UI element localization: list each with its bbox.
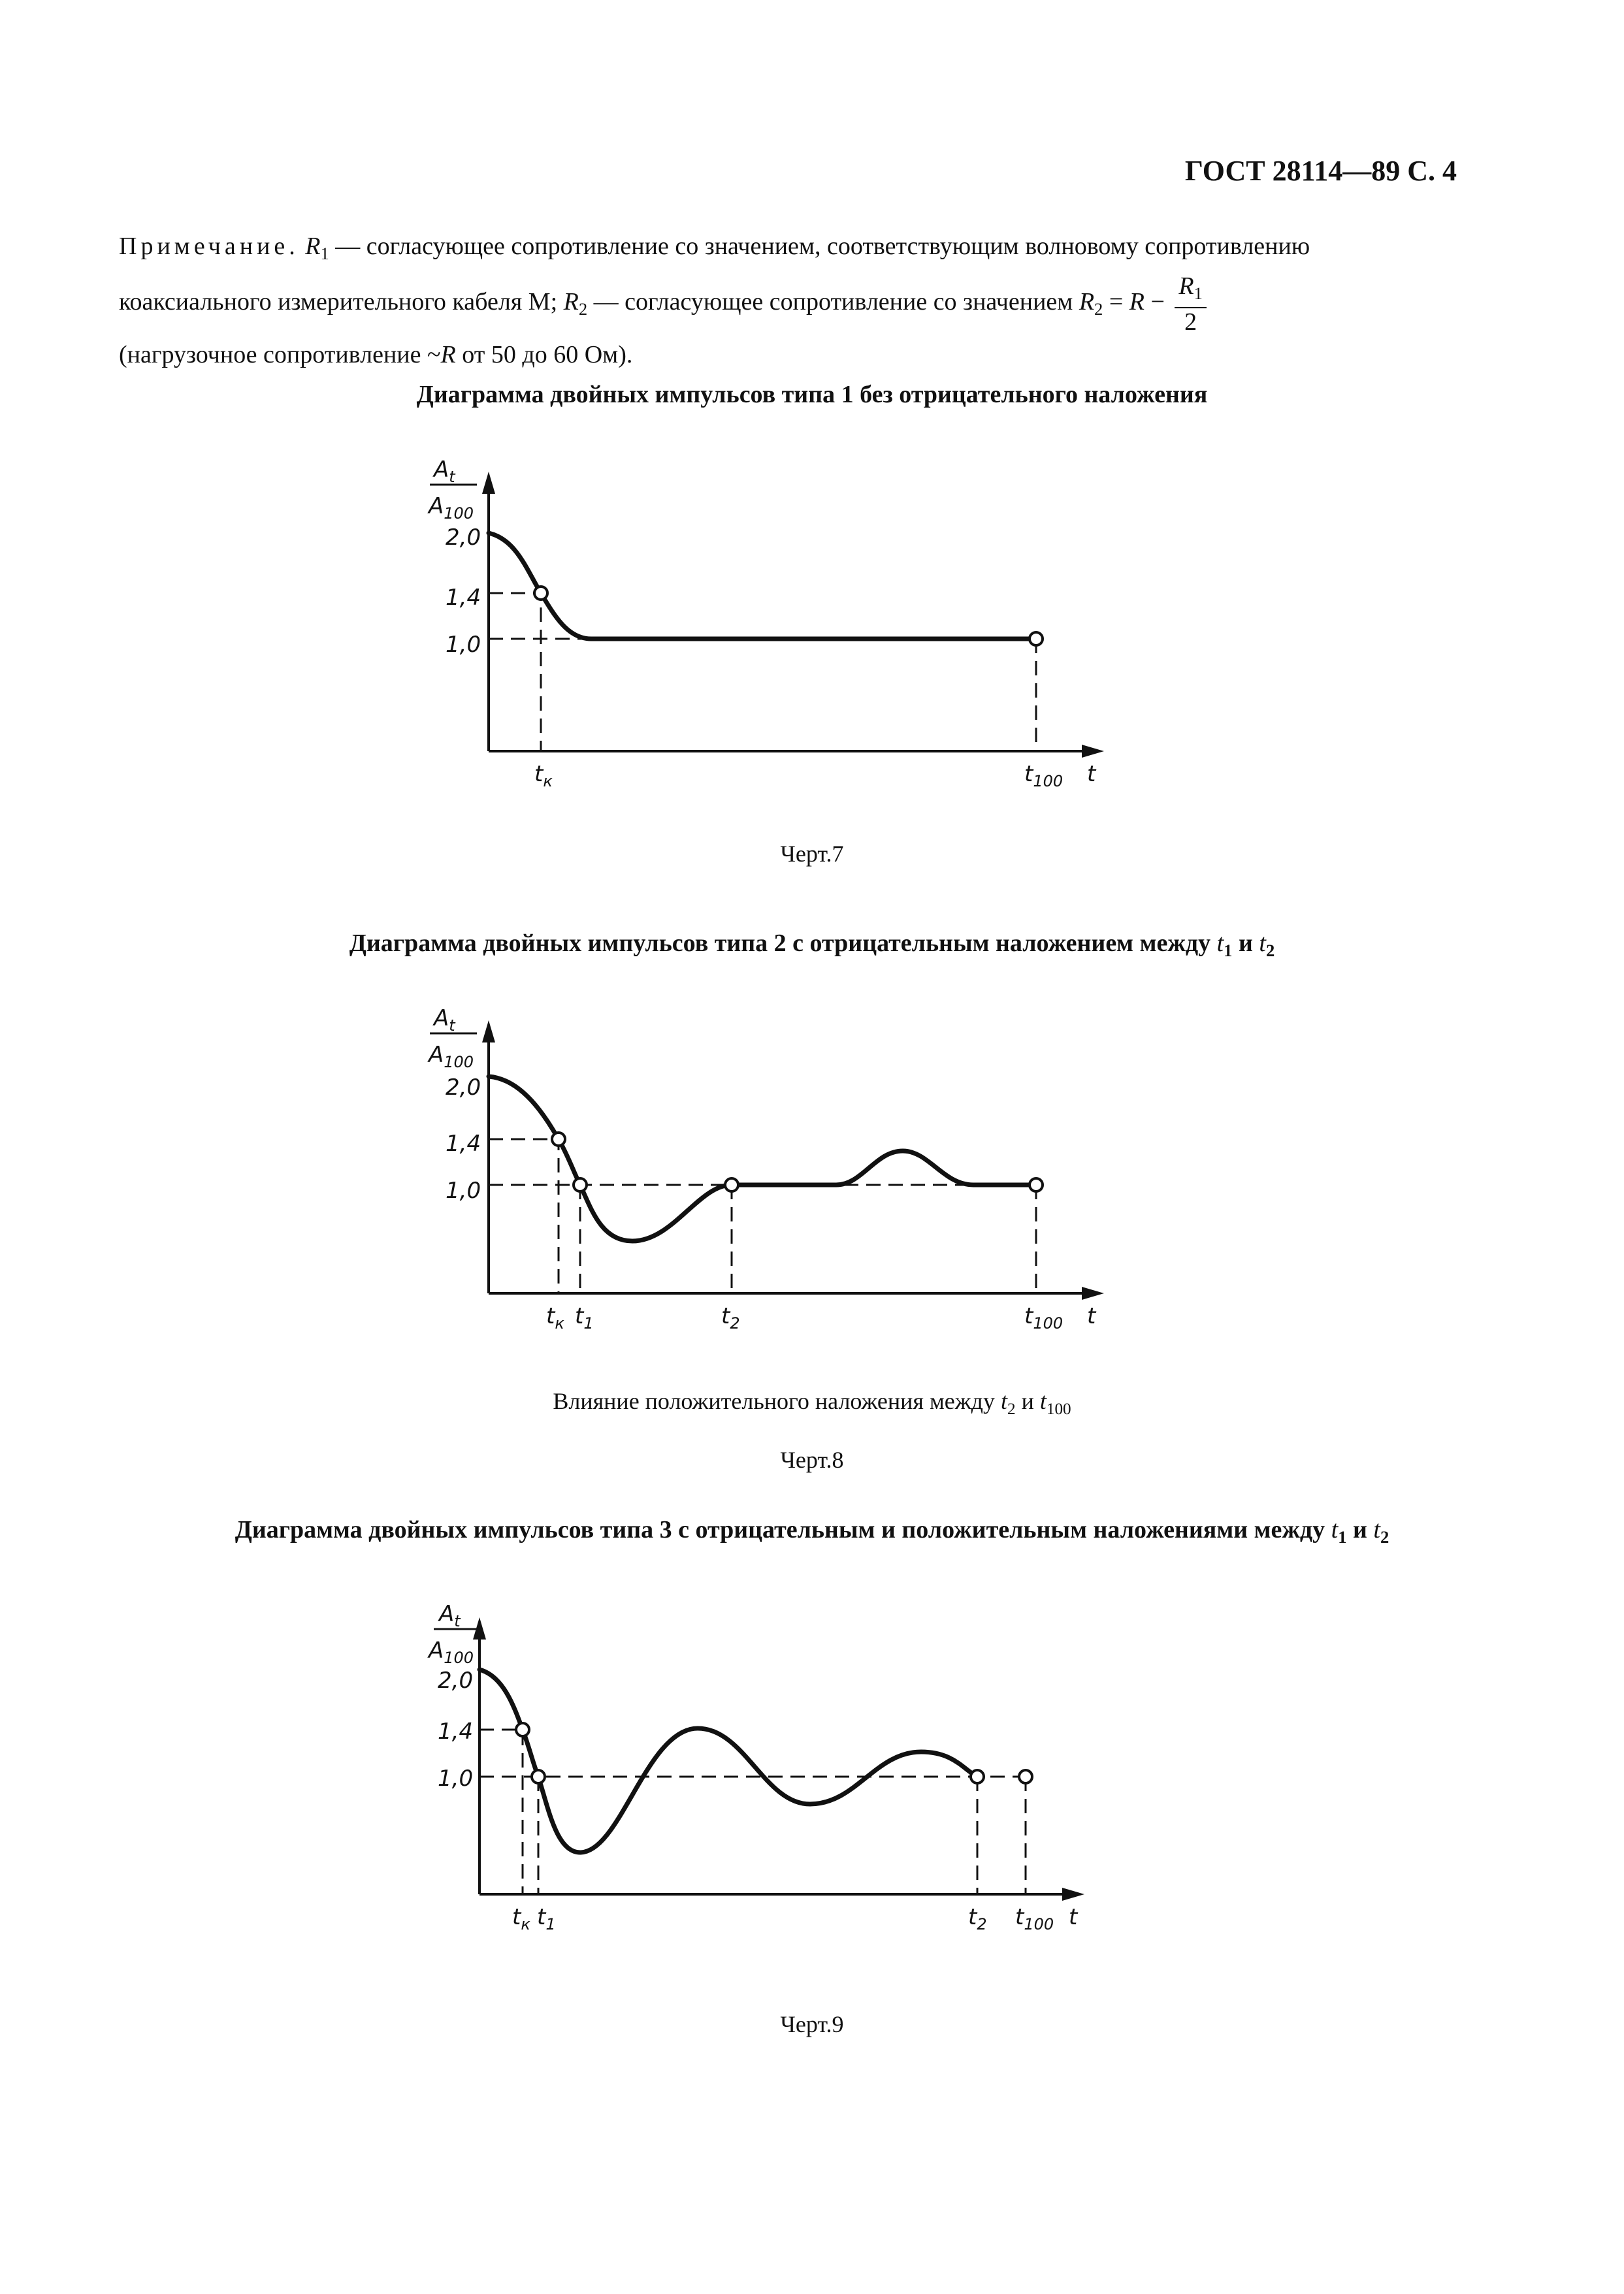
fig9-ytick-20: 2,0 [438, 1668, 474, 1694]
fig8-title-main: Диаграмма двойных импульсов типа 2 с отрицательным наложением между [349, 929, 1217, 957]
fig9-title-t1: t [1331, 1516, 1339, 1543]
fig7-xlabel-t: t [1087, 761, 1096, 787]
note-part2: — согласующее сопротивление со значением [587, 288, 1079, 316]
note-lead: Примечание. [119, 233, 299, 260]
fig9-ylabel [427, 1601, 477, 1667]
fig8-subcaption-t2-sub: 2 [1007, 1400, 1016, 1418]
fig8-title-and: и [1232, 929, 1259, 957]
fig9-x-arrow [1062, 1888, 1084, 1901]
fig7-title: Диаграмма двойных импульсов типа 1 без отрицательного наложения [416, 381, 1208, 408]
fig9-title-t2-sub: 2 [1380, 1527, 1389, 1547]
note-part3: (нагрузочное сопротивление ~ [119, 341, 441, 368]
fig8-xtick-tk: $t_к$ [546, 1303, 564, 1333]
note-r2: R [563, 288, 579, 316]
fig9-point-t1 [532, 1770, 545, 1783]
fig7-ytick-20: 2,0 [446, 525, 481, 551]
fig8-ytick-20: 2,0 [446, 1074, 481, 1101]
fig8-ylabel-num: $A_t$ [434, 1005, 455, 1035]
document-header: ГОСТ 28114—89 С. 4 [1184, 155, 1457, 187]
fig9-xtick-t2: $t_2$ [968, 1904, 987, 1933]
fig9-title-and: и [1346, 1516, 1374, 1543]
fig9-ylabel-num: $A_t$ [439, 1601, 461, 1630]
fig9-ytick-10: 1,0 [438, 1766, 474, 1792]
note-eq-minus: − [1144, 288, 1171, 316]
fig7-xtick-tk: $t_к$ [534, 761, 553, 790]
note-part3-r: R [440, 341, 456, 368]
fig9-caption: Черт.9 [780, 2011, 844, 2037]
fig8-title-t1-sub: 1 [1224, 941, 1233, 960]
fig8-xtick-t1: $t_1$ [575, 1303, 594, 1333]
fig8-xtick-t2: $t_2$ [721, 1303, 740, 1333]
fig8-subcaption-and: и [1015, 1388, 1040, 1414]
fig9-dash-tk [479, 1730, 523, 1894]
fig8-subcaption-t100-sub: 100 [1046, 1400, 1071, 1418]
note-r2-sub: 2 [578, 299, 588, 319]
note-frac-den: 2 [1184, 308, 1197, 336]
note-frac-num-sub: 1 [1194, 283, 1203, 303]
fig9-title-main: Диаграмма двойных импульсов типа 3 с отрицательным и положительным наложениями между [235, 1516, 1331, 1543]
fig7-xtick-t100: $t_{100}$ [1024, 761, 1064, 790]
fig8-title-t2-sub: 2 [1265, 941, 1275, 960]
fig7-ytick-14: 1,4 [446, 585, 481, 611]
note-eq-left: R [1079, 288, 1095, 316]
fig9-xtick-t100: $t_{100}$ [1015, 1904, 1054, 1933]
note-eq-r: R [1129, 288, 1145, 316]
note-part1: — согласующее сопротивление со значением, соответствующим волновому сопротивлению коаксиального измерительного кабеля М; [119, 233, 1310, 316]
fig9-ytick-14: 1,4 [438, 1719, 474, 1745]
fig8-ytick-10: 1,0 [446, 1178, 481, 1204]
fig9-curve [479, 1670, 977, 1852]
fig9-point-t2 [971, 1770, 984, 1783]
fig9-xtick-tk: $t_к$ [512, 1904, 530, 1933]
fig8-title-t1: t [1216, 929, 1224, 957]
note-r1: R [305, 233, 321, 260]
fig7-ytick-10: 1,0 [446, 632, 481, 658]
fig8-subcaption-t100: t [1039, 1388, 1047, 1414]
fig9-point-tk [516, 1723, 529, 1736]
fig8-ylabel-den: $A_{100}$ [429, 1042, 474, 1071]
fig9-ylabel-den: $A_{100}$ [429, 1638, 474, 1667]
fig9-point-t100 [1019, 1770, 1032, 1783]
note-eq-left-sub: 2 [1094, 299, 1103, 319]
note-r1-sub: 1 [320, 244, 329, 263]
fig8-xtick-t100: $t_{100}$ [1024, 1303, 1064, 1333]
note-part3-end: от 50 до 60 Ом). [455, 341, 633, 368]
fig8-ytick-14: 1,4 [446, 1131, 481, 1157]
note-eq-mid: = [1103, 288, 1129, 316]
fig7-ylabel-den: $A_{100}$ [429, 493, 474, 523]
fig8-caption: Черт.8 [780, 1447, 844, 1473]
fig9-xlabel-t: t [1069, 1904, 1078, 1930]
fig8-title-t2: t [1259, 929, 1266, 957]
fig7-ylabel-num: $A_t$ [434, 457, 455, 486]
fig7-caption: Черт.7 [780, 841, 844, 867]
fig9-title-t2: t [1373, 1516, 1380, 1543]
fig8-subcaption-t2: t [1000, 1388, 1007, 1414]
fig9-title-t1-sub: 1 [1338, 1527, 1347, 1547]
fig8-xlabel-t: t [1087, 1303, 1096, 1329]
fig8-subcaption-main: Влияние положительного наложения между [553, 1388, 1001, 1414]
note-frac-num-r: R [1178, 272, 1194, 300]
fig9-xtick-t1: $t_1$ [537, 1904, 556, 1933]
